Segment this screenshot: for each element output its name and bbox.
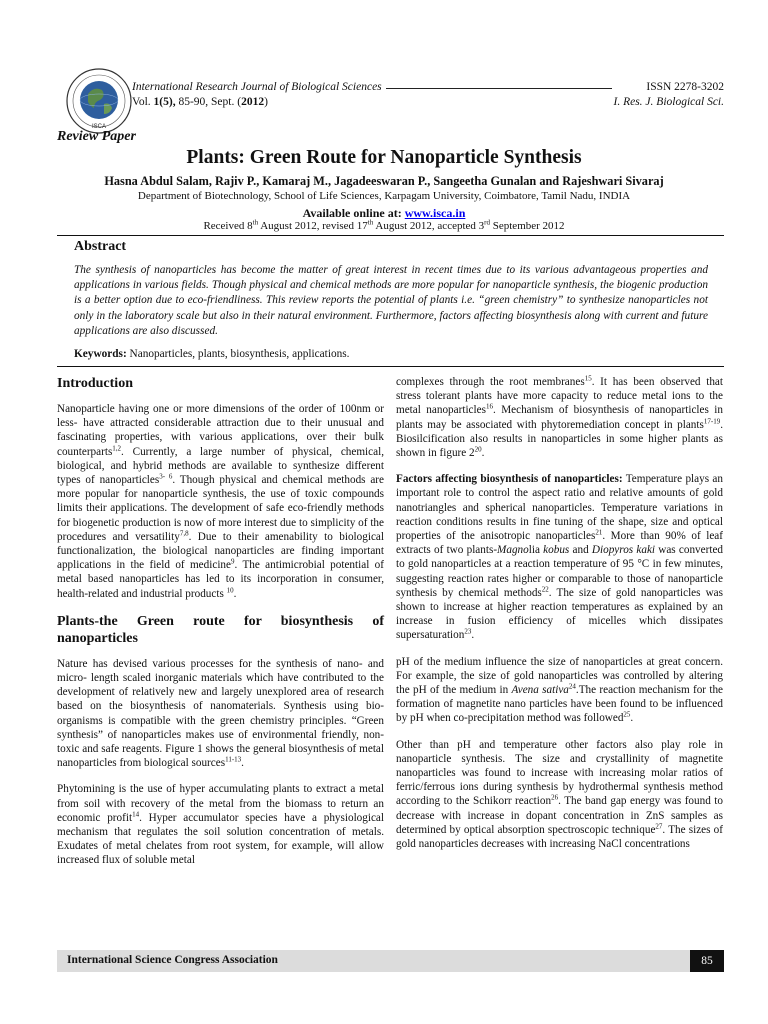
journal-name: International Research Journal of Biological Sciences xyxy=(132,81,722,93)
paragraph: complexes through the root membranes$^{15}$. It has been observed that stress tolerant plants have more capacity to reduce metal ions to the metal nanoparticles$^{16}$. Mechanism of biosynthesis of nanoparticles in plants may be associated with phytoremediation concept in plants$^{17-19}$. Biosilcification also results in nanoparticles in some higher plants as shown in figure $2^{20}$. xyxy=(396,374,723,460)
paper-type: Review Paper xyxy=(57,129,136,144)
isca-link[interactable]: www.isca.in xyxy=(404,206,466,220)
left-column xyxy=(57,375,384,880)
department: Department of Biotechnology, School of Life Sciences, Karpagam University, Coimbatore, Tamil Nadu, INDIA xyxy=(137,190,631,202)
section-heading-green-route: Plants-the Green route for biosynthesis of nanoparticles xyxy=(57,613,384,646)
page-footer xyxy=(57,950,724,972)
keywords: Keywords: Nanoparticles, plants, biosynthesis, applications. xyxy=(74,348,350,360)
divider xyxy=(57,366,724,367)
svg-text:ISCA: ISCA xyxy=(91,124,107,130)
received-dates: Received 8th August 2012, revised 17th August 2012, accepted 3rd September 2012 xyxy=(203,218,565,232)
right-column xyxy=(396,375,723,863)
paragraph: Nanoparticle having one or more dimensions of the order of 100nm or less- have attracted considerable attraction due to their unusual and fascinating properties, with various applications, over their bulk counterparts$^{1,2}$. Currently, a large number of physical, chemical, biological, and hybrid methods are available to synthesize different types of nanoparticles$^{3- 6}$. Though physical and chemical methods are more popular for nanoparticle synthesis, the use of toxic compounds limits their applications. The development of safe eco-friendly methods for biogenetic production is now of more interest due to simplicity of the procedures and versatility$^{7,8}$. Due to their amenability to biological functionalization, the biological nanoparticles are finding important applications in the field of medicine$^9$. The antimicrobial potential of metal based nanoparticles has led to its incorporation in consumer, health-related and industrial products $^{10}$. xyxy=(57,403,384,600)
isca-globe-logo xyxy=(64,66,134,136)
page-number: 85 xyxy=(690,950,724,972)
authors: Hasna Abdul Salam, Rajiv P., Kamaraj M., Jagadeeswaran P., Sangeetha Gunalan and Rajeshwari Sivaraj xyxy=(104,174,664,188)
volume-info: Vol. 1(5), 85-90, Sept. (2012) xyxy=(132,96,268,108)
paper-title: Plants: Green Route for Nanoparticle Synthesis xyxy=(186,147,582,168)
journal-header xyxy=(64,66,724,130)
journal-abbreviation: I. Res. J. Biological Sci. xyxy=(613,96,724,108)
paragraph: Factors affecting biosynthesis of nanoparticles: Temperature plays an important role to control the aspect ratio and relative amounts of gold nanotriangles and spherical nanoparticles. Temperature variations in reaction conditions results in fine tuning of the shape, size and optical properties of the anisotropic nanoparticles$^{21}$. More than 90% of leaf extracts of two plants-Magnolia kobus and Diopyros kaki was converted to gold nanoparticles at a reaction temperature of 95 °C in few minutes, suggesting reaction rates higher or comparable to those of nanoparticle synthesis by chemical methods$^{22}$. The size of gold nanoparticles was shown to increase at higher reaction temperatures as explained by an increase in fusion efficiency of micelles which dissipates supersaturation$^{23}$. xyxy=(396,473,724,642)
paragraph: Other than pH and temperature other factors also play role in nanoparticle synthesis. The size and crystallinity of magnetite nanoparticles was found to increase with increasing molar ratios of ferric/ferrous ions during synthesis by hydrothermal synthesis method according to the Schikorr reaction$^{26}$. The band gap energy was found to decrease with increase in dopant concentration in ZnS samples as determined by optical absorption spectroscopic technique$^{27}$. The sizes of gold nanoparticles decreases with increasing NaCl concentrations xyxy=(396,738,724,851)
association-name: International Science Congress Association xyxy=(67,954,278,966)
divider xyxy=(57,235,724,236)
paragraph: Phytomining is the use of hyper accumulating plants to extract a metal from soil with recovery of the metal from the biomass to return an economic profit$^{14}$. Hyper accumulator species have a physiological mechanism that regulates the soil solution concentration of metals. Exudates of metal chelates from root system, for example, will allow increased flux of soluble metal xyxy=(57,783,385,867)
availability: Available online at: www.isca.in xyxy=(302,206,466,220)
paragraph: pH of the medium influence the size of nanoparticles at great concern. For example, the size of gold nanoparticles was controlled by altering the pH of the medium in Avena sativa$^{24}$.The reaction mechanism for the formation of magnetite nano particles have been found to be influenced by pH when co-precipitation method was followed$^{25}$. xyxy=(396,655,724,725)
issn: ISSN 2278-3202 xyxy=(646,81,724,93)
paragraph: Nature has devised various processes for the synthesis of nano- and micro- length scaled inorganic materials which have contributed to the development of relatively new and largely unexplored area of research based on the biosynthesis of nanomaterials. Synthesis using bio-organisms is compatible with the green chemistry principles. “Green synthesis” of nanoparticles makes use of environmental friendly, non-toxic and safe reagents. Figure 1 shows the general biosynthesis of metal nanoparticles from biological sources$^{11-13}$. xyxy=(57,657,384,770)
abstract-heading: Abstract xyxy=(74,239,127,254)
section-heading-introduction: Introduction xyxy=(57,376,133,391)
abstract-text: The synthesis of nanoparticles has become the matter of great interest in recent times due to its various advantageous properties and applications in various fields. Though physical and chemical methods are more popular for nanoparticle synthesis, the biogenic production is a better option due to eco-friendliness. This review reports the potential of plants i.e. “green chemistry” to synthesize nanoparticles not only in the laboratory scale but also in their natural environment. Furthermore, factors affecting biosynthesis along with current and future applications are also discussed. xyxy=(74,264,708,337)
